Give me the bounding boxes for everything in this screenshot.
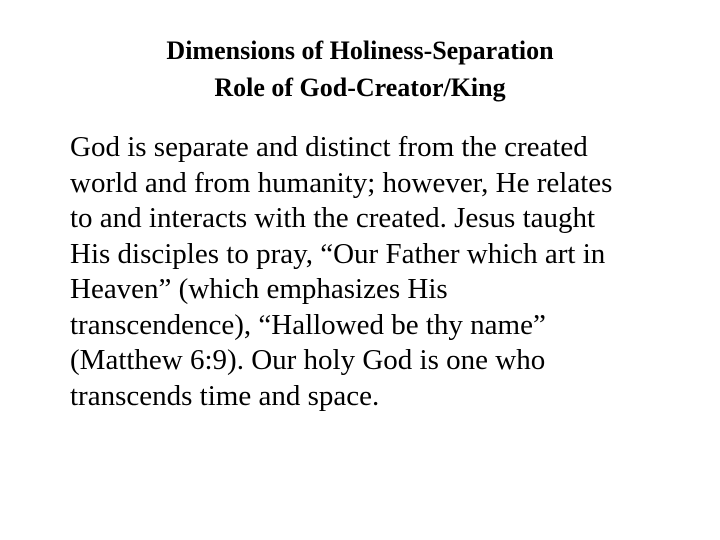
- body-line: to and interacts with the created. Jesus taught: [70, 202, 596, 234]
- slide-body-text: [70, 130, 690, 414]
- title-line: Role of God-Creator/King: [214, 73, 506, 102]
- slide-title: [0, 32, 720, 106]
- body-line: Heaven” (which emphasizes His: [70, 273, 448, 305]
- body-line: God is separate and distinct from the created: [70, 131, 588, 163]
- body-line: His disciples to pray, “Our Father which art in: [70, 237, 606, 270]
- body-line: world and from humanity; however, He relates: [70, 166, 613, 199]
- title-line: Dimensions of Holiness-Separation: [166, 36, 554, 65]
- body-line: transcends time and space.: [70, 379, 380, 412]
- body-line: (Matthew 6:9). Our holy God is one who: [70, 344, 546, 376]
- body-line: transcendence), “Hallowed be thy name”: [70, 308, 546, 341]
